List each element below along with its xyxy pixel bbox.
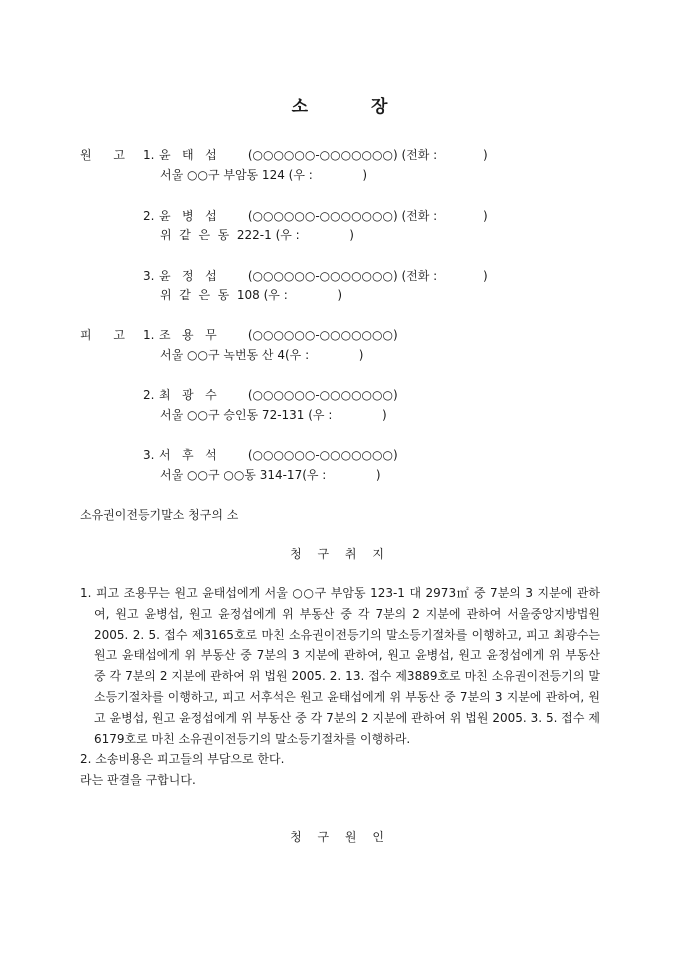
plaintiff-2-line: [143, 207, 488, 224]
party-number: 1.: [143, 148, 155, 162]
claim-purpose-heading: 청 구 취 지: [290, 547, 390, 561]
claim-item-1: 1. 피고 조용무는 원고 윤태섭에게 서울 ○○구 부암동 123-1 대 2973㎡ 중 7분의 3 지분에 관하여, 원고 윤병섭, 원고 윤정섭에게 위 부동산 중 각 7분의 2 지분에 관하여 서울중앙지방법원 2005. 2. 5. 접수 제3165호로 마친 소유권이전등기의 말소등기절차를 이행하고, 피고 최광수는 원고 윤태섭에게 위 부동산 중 7분의 3 지분에 관하여, 원고 윤병섭, 원고 윤정섭에게 위 부동산 중 각 7분의 2 지분에 관하여 위 법원 2005. 2. 13. 접수 제3889호로 마친 소유권이전등기의 말소등기절차를 이행하고, 피고 서후석은 원고 윤태섭에게 위 부동산 중 7분의 3 지분에 관하여, 원고 윤병섭, 원고 윤정섭에게 위 부동산 중 각 7분의 2 지분에 관하여 위 법원 2005. 3. 5. 접수 제6179호로 마친 소유권이전등기의 말소등기절차를 이행하라.: [80, 586, 600, 746]
plaintiff-role-label: 원 고: [80, 148, 134, 162]
party-phone: (전화 : ): [401, 209, 488, 223]
plaintiff-1-address: 서울 ○○구 부암동 124 (우 : ): [160, 168, 368, 182]
defendant-1-line: [143, 326, 398, 343]
party-id: (○○○○○○-○○○○○○○): [247, 448, 398, 462]
defendant-3-line: [143, 446, 398, 463]
plaintiff-1-line: [143, 146, 488, 163]
party-number: 3.: [143, 269, 155, 283]
plaintiff-2-address: 위 같 은 동 222-1 (우 : ): [160, 228, 354, 242]
document-title: [0, 92, 680, 117]
party-id: (○○○○○○-○○○○○○○): [247, 148, 398, 162]
party-name: 윤 병 섭: [159, 209, 217, 223]
defendant-2-line: [143, 386, 398, 403]
claim-item-2: 2. 소송비용은 피고들의 부담으로 한다.: [80, 752, 285, 767]
plaintiff-3-address: 위 같 은 동 108 (우 : ): [160, 288, 343, 302]
party-number: 1.: [143, 328, 155, 342]
title-right-char: 장: [371, 97, 389, 117]
party-number: 2.: [143, 388, 155, 402]
claim-purpose-body: [80, 583, 600, 791]
party-phone: (전화 : ): [401, 269, 488, 283]
party-id: (○○○○○○-○○○○○○○): [247, 269, 398, 283]
title-left-char: 소: [291, 97, 309, 117]
case-name: 소유권이전등기말소 청구의 소: [80, 508, 239, 522]
defendant-1-address: 서울 ○○구 녹번동 산 4(우 : ): [160, 348, 364, 362]
party-number: 3.: [143, 448, 155, 462]
plaintiff-3-line: [143, 267, 488, 284]
party-name: 조 용 무: [159, 328, 217, 342]
defendant-3-address: 서울 ○○구 ○○동 314-17(우 : ): [160, 468, 381, 482]
claim-cause-heading: 청 구 원 인: [290, 830, 390, 844]
claim-closing: 라는 판결을 구합니다.: [80, 773, 196, 788]
party-name: 윤 정 섭: [159, 269, 217, 283]
party-number: 2.: [143, 209, 155, 223]
defendant-2-address: 서울 ○○구 승인동 72-131 (우 : ): [160, 408, 387, 422]
party-id: (○○○○○○-○○○○○○○): [247, 388, 398, 402]
party-name: 최 광 수: [159, 388, 217, 402]
party-name: 윤 태 섭: [159, 148, 217, 162]
defendant-role-label: 피 고: [80, 328, 134, 342]
party-name: 서 후 석: [159, 448, 217, 462]
party-id: (○○○○○○-○○○○○○○): [247, 209, 398, 223]
party-id: (○○○○○○-○○○○○○○): [247, 328, 398, 342]
party-phone: (전화 : ): [401, 148, 488, 162]
